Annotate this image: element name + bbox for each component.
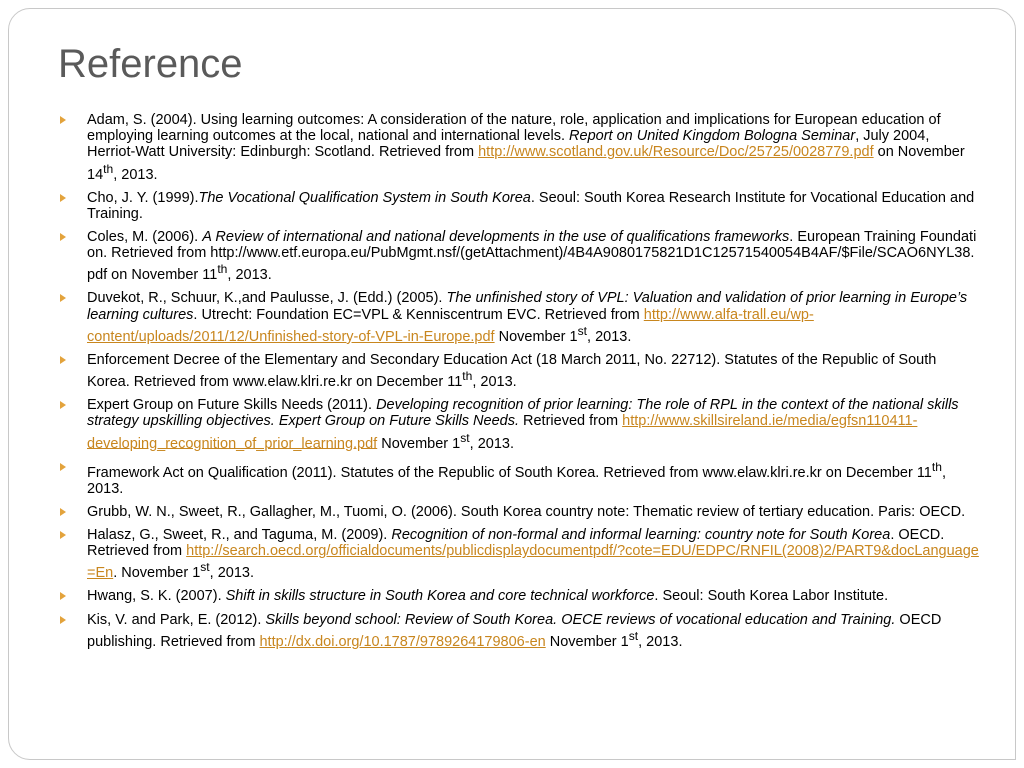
bullet-icon: [60, 508, 66, 516]
ref-text: Retrieved from: [518, 413, 623, 430]
ref-text: Framework Act on Qualification (2011). Statutes of the Republic of South Korea. Retrieved from www.elaw.klri.re.kr on December 11: [87, 464, 932, 481]
ref-text: November 1: [545, 633, 629, 650]
ref-title: Report on United Kingdom Bologna Seminar: [569, 128, 856, 145]
reference-item-cho-1999: [87, 190, 981, 222]
ref-text: November 1: [494, 328, 578, 345]
bullet-icon: [60, 531, 66, 539]
ref-text: . Seoul: South Korea Labor Institute.: [654, 588, 889, 605]
ref-text: , July 2004, Herriot-Watt University: Edinburgh: Scotland. Retrieved from: [87, 128, 930, 161]
bullet-icon: [60, 401, 66, 409]
ref-text: . Seoul: South Korea Research Institute for Vocational Education and Training.: [87, 189, 975, 222]
ref-sup: st: [628, 628, 639, 643]
ref-title: Developing recognition of prior learning: The role of RPL in the context of the national skills strategy upskilling objectives. Expert Group on Future Skills Needs.: [87, 397, 959, 430]
ref-text: . November 1: [113, 565, 201, 582]
ref-text: Kis, V. and Park, E. (2012).: [87, 611, 266, 628]
reference-item-expert-group-2011: [87, 397, 981, 451]
ref-text: , 2013.: [113, 166, 158, 183]
ref-text: Grubb, W. N., Sweet, R., Gallagher, M., Tuomi, O. (2006). South Korea country note: Thematic review of tertiary education. Paris: OECD.: [87, 503, 966, 520]
ref-sup: th: [103, 161, 114, 176]
ref-text: , 2013.: [227, 267, 272, 284]
ref-sup: st: [200, 560, 210, 575]
reference-link[interactable]: http://search.oecd.org/officialdocuments/publicdisplaydocumentpdf/?cote=EDU/EDPC/RNFIL(2008)2/PART9&docLanguage=En: [87, 543, 979, 582]
ref-sup: st: [460, 430, 470, 445]
ref-text: November 1: [377, 435, 461, 452]
reference-item-halasz-2009: [87, 527, 981, 581]
reference-item-grubb-2006: [87, 504, 981, 520]
ref-sup: th: [931, 459, 942, 474]
slide-frame: [8, 8, 1016, 760]
bullet-icon: [60, 116, 66, 124]
ref-title: The unfinished story of VPL: Valuation and validation of prior learning in Europe’s learning cultures: [87, 290, 968, 323]
reference-item-enforcement-decree-2011: [87, 352, 981, 390]
reference-link[interactable]: http://www.scotland.gov.uk/Resource/Doc/25725/0028779.pdf: [478, 144, 874, 161]
ref-text: . European Training Foundation. Retrieved from http://www.etf.europa.eu/PubMgmt.nsf/(getAttachment)/4B4A9080175821D1C12571540054B4AF/$File/SCAO6NYL38.pdf on November 11: [87, 229, 977, 284]
ref-title: Skills beyond school: Review of South Korea. OECE reviews of vocational education and Training.: [265, 611, 896, 628]
ref-text: Enforcement Decree of the Elementary and Secondary Education Act (18 March 2011, No. 22712). Statutes of the Republic of South Korea. Retrieved from www.elaw.klri.re.kr on December 11: [87, 351, 937, 390]
ref-text: , 2013.: [472, 373, 517, 390]
bullet-icon: [60, 194, 66, 202]
ref-text: on November 14: [87, 144, 965, 183]
reference-item-kis-2012: [87, 612, 981, 650]
reference-item-framework-act-2011: [87, 459, 981, 497]
ref-text: Expert Group on Future Skills Needs (2011).: [87, 397, 377, 414]
ref-sup: st: [577, 323, 588, 338]
slide-title: Reference: [58, 42, 243, 86]
ref-text: Hwang, S. K. (2007).: [87, 588, 226, 605]
reference-link[interactable]: http://www.alfa-trall.eu/wp-content/uploads/2011/12/Unfinished-story-of-VPL-in-Europe.pdf: [87, 306, 814, 345]
reference-item-hwang-2007: [87, 588, 981, 604]
ref-text: , 2013.: [469, 435, 514, 452]
bullet-icon: [60, 356, 66, 364]
bullet-icon: [60, 463, 66, 471]
ref-text: Cho, J. Y. (1999).: [87, 189, 199, 206]
ref-text: Coles, M. (2006).: [87, 229, 203, 246]
bullet-icon: [60, 233, 66, 241]
ref-text: , 2013.: [87, 464, 946, 497]
ref-text: . Utrecht: Foundation EC=VPL & Kenniscentrum EVC. Retrieved from: [193, 306, 644, 323]
reference-list: [87, 112, 981, 657]
ref-title: Shift in skills structure in South Korea and core technical workforce: [225, 588, 655, 605]
ref-text: , 2013.: [209, 565, 255, 582]
ref-sup: th: [462, 369, 473, 384]
ref-title: Recognition of non-formal and informal learning: country note for South Korea: [391, 527, 891, 544]
ref-title: A Review of international and national developments in the use of qualifications frameworks: [202, 229, 790, 246]
ref-text: Duvekot, R., Schuur, K.,and Paulusse, J. (Edd.) (2005).: [87, 290, 447, 307]
ref-title: The Vocational Qualification System in South Korea: [198, 189, 531, 206]
ref-sup: th: [217, 262, 228, 277]
ref-text: . OECD. Retrieved from: [87, 527, 945, 560]
bullet-icon: [60, 616, 66, 624]
reference-link[interactable]: http://www.skillsireland.ie/media/egfsn110411-developing_recognition_of_prior_learning.pdf: [87, 413, 918, 452]
reference-item-duvekot-2005: [87, 290, 981, 344]
ref-text: OECD publishing. Retrieved from: [87, 611, 942, 650]
ref-text: , 2013.: [638, 633, 683, 650]
ref-text: , 2013.: [587, 328, 632, 345]
reference-link[interactable]: http://dx.doi.org/10.1787/9789264179806-en: [259, 633, 546, 650]
reference-item-adam-2004: [87, 112, 981, 183]
ref-text: Adam, S. (2004). Using learning outcomes: A consideration of the nature, role, application and implications for European education of employing learning outcomes at the local, national and international levels.: [87, 112, 941, 145]
bullet-icon: [60, 294, 66, 302]
reference-item-coles-2006: [87, 229, 981, 283]
bullet-icon: [60, 592, 66, 600]
ref-text: Halasz, G., Sweet, R., and Taguma, M. (2009).: [87, 527, 392, 544]
